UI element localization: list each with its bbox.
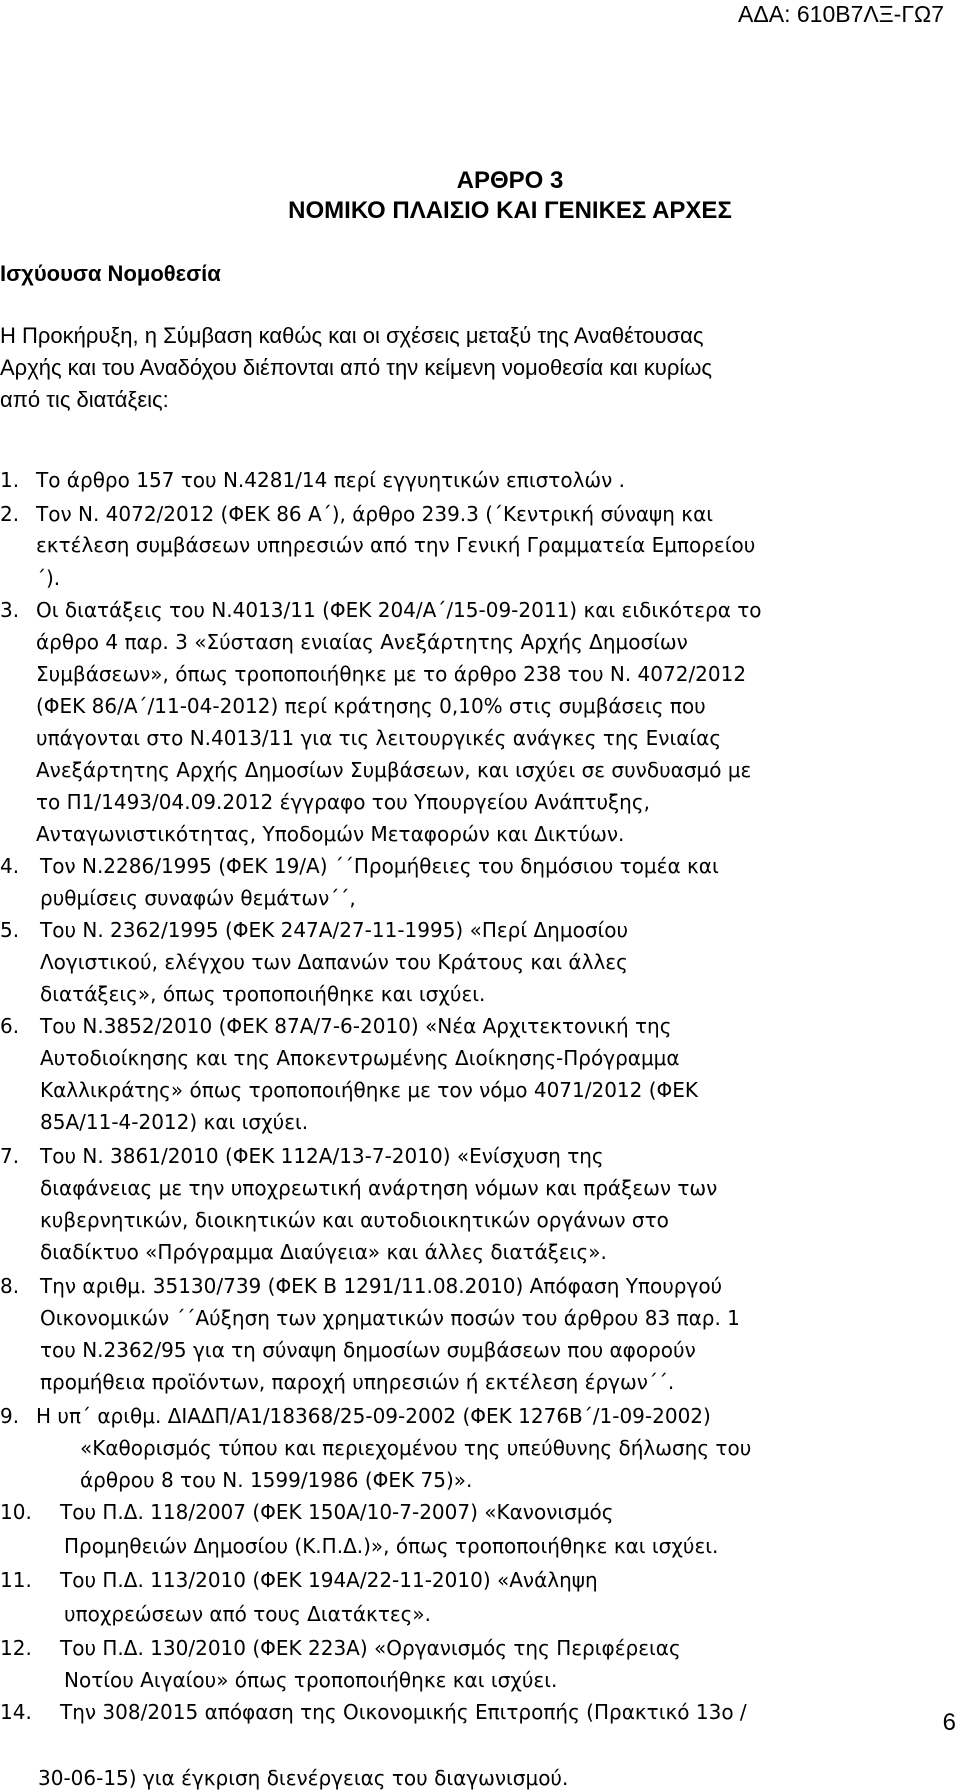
list-item — [0, 1634, 681, 1662]
list-item-continuation: Ανταγωνιστικότητας, Υποδομών Μεταφορών και Δικτύων. — [36, 822, 625, 846]
list-item-continuation: εκτέλεση συμβάσεων υπηρεσιών από την Γενική Γραμματεία Εμπορείου — [36, 533, 756, 557]
list-item-text: Του Π.Δ. 113/2010 (ΦΕΚ 194Α/22-11-2010) «Ανάληψη — [60, 1568, 598, 1592]
intro-line: από τις διατάξεις: — [0, 387, 169, 412]
section-heading: Ισχύουσα Νομοθεσία — [0, 261, 221, 286]
list-item-number: 3. — [0, 598, 20, 622]
intro-paragraph — [0, 320, 960, 416]
list-item-continuation: Αυτοδιοίκησης και της Αποκεντρωμένης Διοίκησης-Πρόγραμμα — [40, 1046, 680, 1070]
list-item-number: 10. — [0, 1500, 32, 1524]
list-item-continuation: διαδίκτυο «Πρόγραμμα Διαύγεια» και άλλες διατάξεις». — [40, 1240, 607, 1264]
list-item-text: Του Ν. 2362/1995 (ΦΕΚ 247Α/27-11-1995) «Περί Δημοσίου — [40, 918, 629, 942]
list-item-continuation: υπάγονται στο Ν.4013/11 για τις λειτουργικές ανάγκες της Ενιαίας — [36, 726, 722, 750]
list-item-continuation: Νοτίου Αιγαίου» όπως τροποποιήθηκε και ισχύει. — [64, 1668, 558, 1692]
list-item — [0, 466, 625, 494]
list-item-continuation: ρυθμίσεις συναφών θεμάτων΄΄, — [40, 886, 356, 910]
list-item-number: 6. — [0, 1014, 20, 1038]
list-item-continuation: του Ν.2362/95 για τη σύναψη δημοσίων συμβάσεων που αφορούν — [40, 1338, 696, 1362]
list-item-continuation: άρθρου 8 του Ν. 1599/1986 (ΦΕΚ 75)». — [80, 1468, 473, 1492]
list-item-number: 8. — [0, 1274, 20, 1298]
list-item-continuation: Προμηθειών Δημοσίου (Κ.Π.Δ.)», όπως τροποποιήθηκε και ισχύει. — [64, 1534, 719, 1558]
list-item-number: 11. — [0, 1568, 32, 1592]
list-item — [0, 1272, 722, 1300]
list-item-continuation: Ανεξάρτητης Αρχής Δημοσίων Συμβάσεων, και ισχύει σε συνδυασμό με — [36, 758, 752, 782]
list-item-continuation: «Καθορισμός τύπου και περιεχομένου της υπεύθυνης δήλωσης του — [80, 1436, 752, 1460]
list-item-number: 5. — [0, 918, 20, 942]
list-item-text: Του Π.Δ. 118/2007 (ΦΕΚ 150Α/10-7-2007) «Κανονισμός — [60, 1500, 614, 1524]
list-item — [0, 1012, 671, 1040]
list-item-text: Την αριθμ. 35130/739 (ΦΕΚ Β 1291/11.08.2010) Απόφαση Υπουργού — [40, 1274, 723, 1298]
list-item-text: Τον Ν.2286/1995 (ΦΕΚ 19/Α) ΄΄Προμήθειες του δημόσιου τομέα και — [40, 854, 719, 878]
list-item-continuation: (ΦΕΚ 86/Α΄/11-04-2012) περί κράτησης 0,10% στις συμβάσεις που — [36, 694, 706, 718]
list-item-text: Του Π.Δ. 130/2010 (ΦΕΚ 223Α) «Οργανισμός της Περιφέρειας — [60, 1636, 681, 1660]
list-item — [0, 916, 628, 944]
intro-line: Η Προκήρυξη, η Σύμβαση καθώς και οι σχέσεις μεταξύ της Αναθέτουσας — [0, 323, 704, 348]
list-item-continuation: διαφάνειας με την υποχρεωτική ανάρτηση νόμων και πράξεων των — [40, 1176, 718, 1200]
article-number: ΑΡΘΡΟ 3 — [456, 167, 564, 194]
article-subtitle: ΝΟΜΙΚΟ ΠΛΑΙΣΙΟ ΚΑΙ ΓΕΝΙΚΕΣ ΑΡΧΕΣ — [288, 197, 732, 224]
list-item — [0, 596, 762, 624]
list-item-continuation: διατάξεις», όπως τροποποιήθηκε και ισχύει. — [40, 982, 486, 1006]
list-item-continuation: Καλλικράτης» όπως τροποποιήθηκε με τον νόμο 4071/2012 (ΦΕΚ — [40, 1078, 699, 1102]
list-item-continuation: Λογιστικού, ελέγχου των Δαπανών του Κράτους και άλλες — [40, 950, 628, 974]
list-item — [0, 1498, 614, 1526]
list-item-number: 9. — [0, 1404, 20, 1428]
list-item-continuation: ΄). — [36, 566, 61, 590]
list-item — [0, 1566, 598, 1594]
list-item-number: 1. — [0, 468, 20, 492]
page-number: 6 — [942, 1709, 956, 1736]
list-item-number: 4. — [0, 854, 20, 878]
list-item-number: 12. — [0, 1636, 32, 1660]
list-item — [0, 1402, 711, 1430]
list-item-text: Την 308/2015 απόφαση της Οικονομικής Επιτροπής (Πρακτικό 13ο / — [60, 1700, 747, 1724]
intro-line: Αρχής και του Αναδόχου διέπονται από την κείμενη νομοθεσία και κυρίως — [0, 355, 713, 380]
list-item — [0, 1698, 747, 1726]
list-item-number: 2. — [0, 502, 20, 526]
list-item — [0, 852, 719, 880]
list-item-continuation: κυβερνητικών, διοικητικών και αυτοδιοικητικών οργάνων στο — [40, 1208, 669, 1232]
document-ada-code: ΑΔΑ: 610Β7ΛΞ-ΓΩ7 — [738, 1, 944, 27]
list-item-text: Τον Ν. 4072/2012 (ΦΕΚ 86 Α΄), άρθρο 239.3 (΄Κεντρική σύναψη και — [36, 502, 714, 526]
list-item-number: 7. — [0, 1144, 20, 1168]
list-item-number: 14. — [0, 1700, 32, 1724]
list-item-text: Το άρθρο 157 του Ν.4281/14 περί εγγυητικών επιστολών . — [36, 468, 626, 492]
list-item — [0, 500, 713, 528]
list-item-text: Του Ν. 3861/2010 (ΦΕΚ 112Α/13-7-2010) «Ενίσχυση της — [40, 1144, 604, 1168]
list-item-continuation: άρθρο 4 παρ. 3 «Σύσταση ενιαίας Ανεξάρτητης Αρχής Δημοσίων — [36, 630, 688, 654]
list-item-continuation: 85Α/11-4-2012) και ισχύει. — [40, 1110, 309, 1134]
list-item-continuation: το Π1/1493/04.09.2012 έγγραφο του Υπουργείου Ανάπτυξης, — [36, 790, 650, 814]
list-item-continuation: Συμβάσεων», όπως τροποποιήθηκε με το άρθρο 238 του Ν. 4072/2012 — [36, 662, 747, 686]
list-item — [0, 1142, 604, 1170]
list-item-text: Η υπ΄ αριθμ. ΔΙΑΔΠ/Α1/18368/25-09-2002 (ΦΕΚ 1276Β΄/1-09-2002) — [36, 1404, 711, 1428]
list-item-continuation: προμήθεια προϊόντων, παροχή υπηρεσιών ή εκτέλεση έργων΄΄. — [40, 1370, 675, 1394]
list-item-text: Οι διατάξεις του Ν.4013/11 (ΦΕΚ 204/Α΄/15-09-2011) και ειδικότερα το — [36, 598, 762, 622]
list-item-continuation: 30-06-15) για έγκριση διενέργειας του διαγωνισμού. — [38, 1766, 569, 1790]
list-item-continuation: υποχρεώσεων από τους Διατάκτες». — [64, 1602, 432, 1626]
list-item-continuation: Οικονομικών ΄΄Αύξηση των χρηματικών ποσών του άρθρου 83 παρ. 1 — [40, 1306, 740, 1330]
article-title-block — [0, 166, 960, 226]
list-item-text: Του Ν.3852/2010 (ΦΕΚ 87Α/7-6-2010) «Νέα Αρχιτεκτονική της — [40, 1014, 672, 1038]
